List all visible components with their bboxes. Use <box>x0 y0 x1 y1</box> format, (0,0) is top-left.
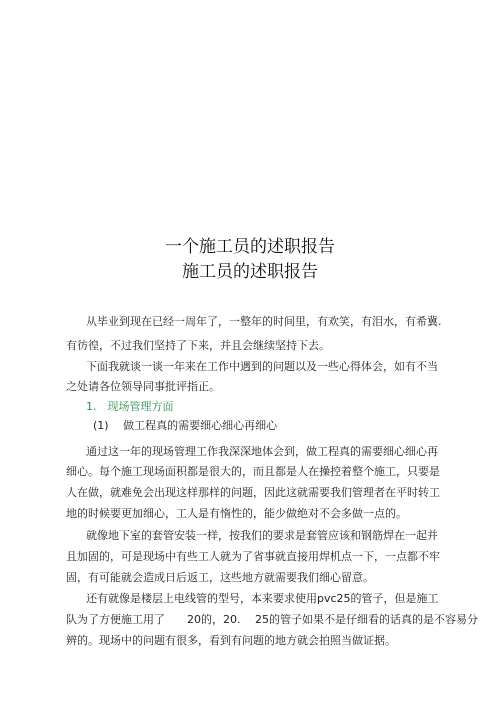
paragraph-line: 细心。每个施工现场面积都是很大的，而且都是人在操控着整个施工，只要是 <box>66 465 440 478</box>
paragraph-line: 下面我就谈一谈一年来在工作中遇到的问题以及一些心得体会，如有不当 <box>86 360 438 373</box>
paragraph-line: 人在做，就难免会出现这样那样的问题，因此这就需要我们管理者在平时转工 <box>66 486 440 499</box>
paragraph-line: 从毕业到现在已经一周年了，一整年的时间里，有欢笑，有泪水，有希冀. <box>86 315 442 328</box>
paragraph-line: 有彷徨，不过我们坚持了下来，并且会继续坚持下去。 <box>66 339 330 352</box>
paragraph-line: 就像地下室的套管安装一样，按我们的要求是套管应该和钢筋焊在一起并 <box>86 529 438 542</box>
paragraph-line: 之处请各位领导同事批评指正。 <box>66 380 220 393</box>
document-subtitle: 施工员的述职报告 <box>182 262 318 282</box>
paragraph-line: 地的时候要更加细心，工人是有惰性的，能少做绝对不会多做一点的。 <box>66 507 407 520</box>
section-heading: 1. 现场管理方面 <box>86 400 174 413</box>
document-title: 一个施工员的述职报告 <box>165 237 335 257</box>
paragraph-line: 还有就像是楼层上电线管的型号，本来要求使用pvc25的管子，但是施工 <box>86 592 439 605</box>
paragraph-line: 队为了方便施工用了 20的，20. 25的管子如果不是仔细看的话真的是不容易分 <box>66 613 478 626</box>
paragraph-line: 通过这一年的现场管理工作我深深地体会到，做工程真的需要细心细心再 <box>86 445 438 458</box>
paragraph-line: 且加固的，可是现场中有些工人就为了省事就直接用焊机点一下，一点都不牢 <box>66 550 440 563</box>
subsection-heading: (1) 做工程真的需要细心细心再细心 <box>93 419 278 432</box>
paragraph-line: 固，有可能就会造成日后返工，这些地方就需要我们细心留意。 <box>66 571 374 584</box>
paragraph-line: 辨的。现场中的问题有很多，看到有问题的地方就会拍照当做证据。 <box>66 634 396 647</box>
